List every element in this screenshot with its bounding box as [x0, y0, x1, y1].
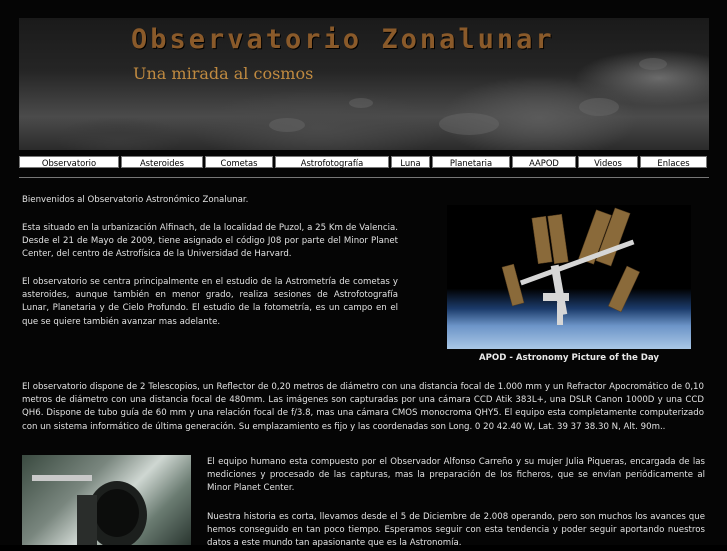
site-subtitle: Una mirada al cosmos — [133, 64, 314, 83]
equipment-text: El observatorio dispone de 2 Telescopios, un Reflector de 0,20 metros de diámetro con una distancia focal de 1.000 mm y un Refractor Apocromático de 0,10 metros de diámetro con una distancia focal de 480mm. Las imágenes son capturadas por una cámara CCD Atik 383L+, una DSLR Canon 1000D y una CCD QH6. Dispone de tubo guía de 60 mm y una relación focal de f/3.8, mas una cámara CMOS monocroma QHY5. El equipo esta completamente computerizado con un sistema informático de última generación. Su emplazamiento es fijo y las coordenadas son Long. 0 20 42.40 W, Lat. 39 37 38.30 N, Alt. 90m.. — [22, 382, 704, 432]
nav-astrofotografia[interactable]: Astrofotografía — [275, 156, 389, 168]
focus-text: El observatorio se centra principalmente en el estudio de la Astrometría de cometas y asteroides, aunque también en menor grado, realiza sesiones de Astrofotografía Lunar, Planetaria y de Cielo Profundo. El estudio de la fotometría, es un campo en el que se quiere también avanzar mas adelante. — [22, 277, 398, 327]
telescope-photo — [22, 455, 191, 545]
nav-divider — [19, 177, 709, 178]
site-title: Observatorio Zonalunar — [131, 24, 555, 55]
nav-luna[interactable]: Luna — [391, 156, 430, 168]
nav-aapod[interactable]: AAPOD — [512, 156, 576, 168]
team-text: El equipo humano esta compuesto por el Observador Alfonso Carreño y su mujer Julia Piqueras, encargada de las mediciones y procesado de las capturas, mas la preparación de los ficheros, que se envían periódicamente al Minor Planet Center. — [207, 457, 705, 494]
apod-caption: APOD - Astronomy Picture of the Day — [478, 353, 660, 363]
nav-cometas[interactable]: Cometas — [205, 156, 273, 168]
nav-observatorio[interactable]: Observatorio — [19, 156, 119, 168]
welcome-text: Bienvenidos al Observatorio Astronómico Zonalunar. — [22, 195, 249, 205]
nav-videos[interactable]: Videos — [578, 156, 638, 168]
nav-planetaria[interactable]: Planetaria — [432, 156, 510, 168]
main-nav — [19, 156, 709, 169]
location-text: Esta situado en la urbanización Alfinach, de la localidad de Puzol, a 25 Km de Valencia. Desde el 21 de Mayo de 2009, tiene asignado el código J08 por parte del Minor Planet Center, del centro de Astrofísica de la Universidad de Harvard. — [22, 223, 398, 260]
apod-image[interactable] — [447, 205, 691, 349]
nav-enlaces[interactable]: Enlaces — [640, 156, 707, 168]
header-banner — [19, 18, 709, 150]
history-text: Nuestra historia es corta, llevamos desde el 5 de Diciembre de 2.008 operando, pero son muchos los avances que hemos conseguido en tan poco tiempo. Esperamos seguir con esta tendencia y poder seguir aportando nuestros datos a este mundo tan apasionante que es la Astronomía. — [207, 512, 705, 549]
telescope-image — [22, 455, 191, 545]
space-station-image — [447, 205, 691, 349]
nav-asteroides[interactable]: Asteroides — [121, 156, 203, 168]
